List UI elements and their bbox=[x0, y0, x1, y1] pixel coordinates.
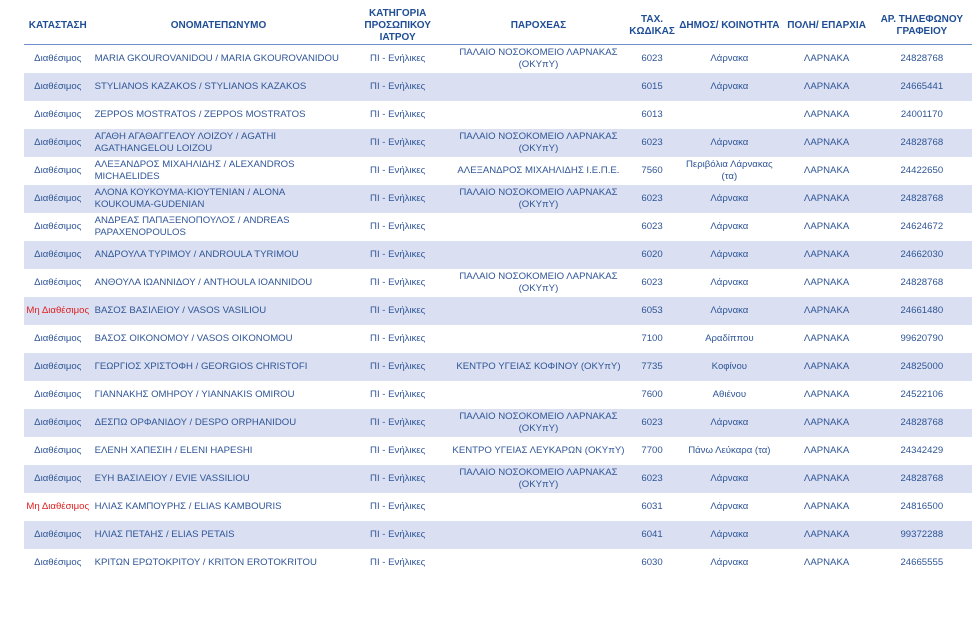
category-cell: ΠΙ - Ενήλικες bbox=[370, 501, 426, 512]
table-body bbox=[24, 45, 972, 578]
municipality-cell: Λάρνακα bbox=[677, 241, 781, 269]
table-row bbox=[24, 157, 972, 185]
status-cell: Διαθέσιμος bbox=[34, 109, 82, 120]
provider-cell: ΚΕΝΤΡΟ ΥΓΕΙΑΣ ΛΕΥΚΑΡΩΝ (ΟΚΥπΥ) bbox=[452, 445, 625, 456]
provider-cell: ΚΕΝΤΡΟ ΥΓΕΙΑΣ ΚΟΦΙΝΟΥ (ΟΚΥπΥ) bbox=[450, 353, 627, 381]
zip-cell: 6015 bbox=[627, 73, 677, 101]
status-cell: Διαθέσιμος bbox=[34, 165, 82, 176]
municipality-cell: Λάρνακα bbox=[710, 557, 749, 568]
category-cell: ΠΙ - Ενήλικες bbox=[370, 333, 426, 344]
category-cell: ΠΙ - Ενήλικες bbox=[345, 73, 449, 101]
provider-cell bbox=[450, 381, 627, 409]
zip-cell: 7100 bbox=[641, 333, 663, 344]
phone-cell: 24828768 bbox=[872, 185, 972, 213]
provider-cell bbox=[450, 325, 627, 353]
zip-cell: 6013 bbox=[641, 109, 663, 120]
phone-cell: 24828768 bbox=[872, 409, 972, 437]
category-cell: ΠΙ - Ενήλικες bbox=[370, 221, 426, 232]
city-cell: ΛΑΡΝΑΚΑ bbox=[782, 73, 872, 101]
doctors-table bbox=[24, 8, 972, 577]
phone-cell: 24522106 bbox=[900, 389, 944, 400]
status-cell: Διαθέσιμος bbox=[34, 221, 82, 232]
phone-cell: 24828768 bbox=[872, 129, 972, 157]
provider-cell bbox=[450, 101, 627, 129]
name-cell: ΑΝΘΟΥΛΑ ΙΩΑΝΝΙΔΟΥ / ANTHOULA IOANNIDOU bbox=[94, 277, 313, 288]
status-cell: Διαθέσιμος bbox=[34, 53, 82, 64]
table-row bbox=[24, 437, 972, 465]
zip-cell: 6030 bbox=[641, 557, 663, 568]
name-cell: ΑΝΔΡΟΥΛΑ ΤΥΡΙΜΟΥ / ANDROULA TYRIMOU bbox=[92, 241, 346, 269]
phone-cell: 24665555 bbox=[900, 557, 944, 568]
zip-cell: 6031 bbox=[641, 501, 663, 512]
phone-cell: 24828768 bbox=[900, 53, 944, 64]
phone-cell: 24828768 bbox=[900, 277, 944, 288]
status-cell: Διαθέσιμος bbox=[24, 129, 92, 157]
status-cell: Διαθέσιμος bbox=[34, 277, 82, 288]
provider-cell: ΠΑΛΑΙΟ ΝΟΣΟΚΟΜΕΙΟ ΛΑΡΝΑΚΑΣ (ΟΚΥπΥ) bbox=[450, 185, 627, 213]
municipality-cell: Πάνω Λεύκαρα (τα) bbox=[688, 445, 771, 456]
status-cell: Διαθέσιμος bbox=[34, 445, 82, 456]
zip-cell: 6023 bbox=[627, 409, 677, 437]
phone-cell: 24828768 bbox=[872, 465, 972, 493]
phone-cell: 24342429 bbox=[900, 445, 944, 456]
table-row bbox=[24, 241, 972, 269]
name-cell: ΗΛΙΑΣ ΚΑΜΠΟΥΡΗΣ / ELIAS KAMBOURIS bbox=[94, 501, 282, 512]
table-row bbox=[24, 101, 972, 129]
name-cell: MARIA GKOUROVANIDOU / MARIA GKOUROVANIDOU bbox=[94, 53, 339, 64]
category-cell: ΠΙ - Ενήλικες bbox=[345, 353, 449, 381]
city-cell: ΛΑΡΝΑΚΑ bbox=[803, 109, 850, 120]
name-cell: ΒΑΣΟΣ ΒΑΣΙΛΕΙΟΥ / VASOS VASILIOU bbox=[92, 297, 346, 325]
provider-cell bbox=[450, 73, 627, 101]
phone-cell: 24662030 bbox=[872, 241, 972, 269]
provider-cell bbox=[450, 213, 627, 241]
zip-cell: 6023 bbox=[641, 53, 663, 64]
category-cell: ΠΙ - Ενήλικες bbox=[370, 557, 426, 568]
phone-cell: 24816500 bbox=[900, 501, 944, 512]
phone-cell: 99620790 bbox=[900, 333, 944, 344]
category-cell: ΠΙ - Ενήλικες bbox=[370, 109, 426, 120]
category-cell: ΠΙ - Ενήλικες bbox=[345, 241, 449, 269]
table-row bbox=[24, 465, 972, 493]
name-cell: ΕΥΗ ΒΑΣΙΛΕΙΟΥ / EVIE VASSILIOU bbox=[92, 465, 346, 493]
city-cell: ΛΑΡΝΑΚΑ bbox=[782, 185, 872, 213]
zip-cell: 6023 bbox=[627, 185, 677, 213]
city-cell: ΛΑΡΝΑΚΑ bbox=[803, 165, 850, 176]
phone-cell: 24001170 bbox=[900, 109, 943, 120]
municipality-cell: Αραδίππου bbox=[705, 333, 754, 344]
name-cell: ΓΙΑΝΝΑΚΗΣ ΟΜΗΡΟΥ / YIANNAKIS OMIROU bbox=[94, 389, 295, 400]
table-row bbox=[24, 129, 972, 157]
city-cell: ΛΑΡΝΑΚΑ bbox=[803, 277, 850, 288]
municipality-cell: Λάρνακα bbox=[677, 185, 781, 213]
zip-cell: 6023 bbox=[627, 129, 677, 157]
header-municipality: ΔΗΜΟΣ/ ΚΟΙΝΟΤΗΤΑ bbox=[677, 8, 781, 45]
table-row bbox=[24, 73, 972, 101]
city-cell: ΛΑΡΝΑΚΑ bbox=[803, 501, 850, 512]
status-cell: Διαθέσιμος bbox=[34, 333, 82, 344]
municipality-cell: Λάρνακα bbox=[677, 465, 781, 493]
phone-cell: 24665441 bbox=[872, 73, 972, 101]
category-cell: ΠΙ - Ενήλικες bbox=[345, 129, 449, 157]
municipality-cell: Λάρνακα bbox=[710, 501, 749, 512]
city-cell: ΛΑΡΝΑΚΑ bbox=[803, 53, 850, 64]
name-cell: ΚΡΙΤΩΝ ΕΡΩΤΟΚΡΙΤΟΥ / KRITON EROTOKRITOU bbox=[94, 557, 317, 568]
phone-cell: 99372288 bbox=[872, 521, 972, 549]
provider-cell: ΠΑΛΑΙΟ ΝΟΣΟΚΟΜΕΙΟ ΛΑΡΝΑΚΑΣ (ΟΚΥπΥ) bbox=[450, 129, 627, 157]
zip-cell: 6020 bbox=[627, 241, 677, 269]
provider-cell bbox=[450, 241, 627, 269]
header-status: ΚΑΤΑΣΤΑΣΗ bbox=[24, 8, 92, 45]
category-cell: ΠΙ - Ενήλικες bbox=[370, 53, 426, 64]
table-row bbox=[24, 409, 972, 437]
header-city: ΠΟΛΗ/ ΕΠΑΡΧΙΑ bbox=[782, 8, 872, 45]
table-row bbox=[24, 45, 972, 74]
table-row bbox=[24, 297, 972, 325]
provider-cell: ΠΑΛΑΙΟ ΝΟΣΟΚΟΜΕΙΟ ΛΑΡΝΑΚΑΣ (ΟΚΥπΥ) bbox=[450, 409, 627, 437]
city-cell: ΛΑΡΝΑΚΑ bbox=[803, 389, 850, 400]
provider-cell: ΠΑΛΑΙΟ ΝΟΣΟΚΟΜΕΙΟ ΛΑΡΝΑΚΑΣ (ΟΚΥπΥ) bbox=[450, 465, 627, 493]
municipality-cell: Κοφίνου bbox=[677, 353, 781, 381]
category-cell: ΠΙ - Ενήλικες bbox=[345, 521, 449, 549]
municipality-cell: Λάρνακα bbox=[677, 409, 781, 437]
provider-cell bbox=[450, 549, 627, 577]
provider-cell: ΑΛΕΞΑΝΔΡΟΣ ΜΙΧΑΗΛΙΔΗΣ Ι.Ε.Π.Ε. bbox=[457, 165, 620, 176]
zip-cell: 7700 bbox=[641, 445, 663, 456]
table-row bbox=[24, 381, 972, 409]
status-cell: Διαθέσιμος bbox=[34, 389, 82, 400]
header-zip: ΤΑΧ. ΚΩΔΙΚΑΣ bbox=[627, 8, 677, 45]
table-row bbox=[24, 213, 972, 241]
category-cell: ΠΙ - Ενήλικες bbox=[345, 465, 449, 493]
provider-cell: ΠΑΛΑΙΟ ΝΟΣΟΚΟΜΕΙΟ ΛΑΡΝΑΚΑΣ (ΟΚΥπΥ) bbox=[459, 271, 618, 294]
provider-cell bbox=[450, 297, 627, 325]
category-cell: ΠΙ - Ενήλικες bbox=[345, 297, 449, 325]
municipality-cell: Λάρνακα bbox=[677, 521, 781, 549]
name-cell: ΑΛΟΝΑ ΚΟΥΚΟΥΜΑ-ΚΙΟΥΤΕΝΙΑΝ / ALONA KOUKOUMA-GUDENIAN bbox=[92, 185, 346, 213]
category-cell: ΠΙ - Ενήλικες bbox=[370, 389, 426, 400]
city-cell: ΛΑΡΝΑΚΑ bbox=[803, 445, 850, 456]
zip-cell: 6023 bbox=[627, 465, 677, 493]
municipality-cell: Λάρνακα bbox=[710, 277, 749, 288]
category-cell: ΠΙ - Ενήλικες bbox=[370, 165, 426, 176]
zip-cell: 6041 bbox=[627, 521, 677, 549]
zip-cell: 7600 bbox=[641, 389, 663, 400]
city-cell: ΛΑΡΝΑΚΑ bbox=[782, 297, 872, 325]
table-row bbox=[24, 269, 972, 297]
name-cell: ΑΛΕΞΑΝΔΡΟΣ ΜΙΧΑΗΛΙΔΗΣ / ALEXANDROS MICHAELIDES bbox=[94, 159, 295, 182]
header-name: ΟΝΟΜΑΤΕΠΩΝΥΜΟ bbox=[92, 8, 346, 45]
status-cell: Διαθέσιμος bbox=[34, 557, 82, 568]
municipality-cell: Λάρνακα bbox=[710, 53, 749, 64]
city-cell: ΛΑΡΝΑΚΑ bbox=[782, 353, 872, 381]
status-cell: Διαθέσιμος bbox=[24, 465, 92, 493]
city-cell: ΛΑΡΝΑΚΑ bbox=[803, 221, 850, 232]
status-cell: Μη Διαθέσιμος bbox=[26, 501, 90, 512]
name-cell: ZEPPOS MOSTRATOS / ZEPPOS MOSTRATOS bbox=[94, 109, 306, 120]
city-cell: ΛΑΡΝΑΚΑ bbox=[782, 521, 872, 549]
municipality-cell: Λάρνακα bbox=[677, 297, 781, 325]
name-cell: ΗΛΙΑΣ ΠΕΤΑΗΣ / ELIAS PETAIS bbox=[92, 521, 346, 549]
name-cell: ΑΓΑΘΗ ΑΓΑΘΑΓΓΕΛΟΥ ΛΟΙΖΟΥ / AGATHI AGATHANGELOU LOIZOU bbox=[92, 129, 346, 157]
zip-cell: 6023 bbox=[641, 221, 663, 232]
city-cell: ΛΑΡΝΑΚΑ bbox=[782, 241, 872, 269]
zip-cell: 6053 bbox=[627, 297, 677, 325]
category-cell: ΠΙ - Ενήλικες bbox=[370, 445, 426, 456]
name-cell: ΓΕΩΡΓΙΟΣ ΧΡΙΣΤΟΦΗ / GEORGIOS CHRISTOFI bbox=[92, 353, 346, 381]
phone-cell: 24661480 bbox=[872, 297, 972, 325]
zip-cell: 6023 bbox=[641, 277, 663, 288]
provider-cell: ΠΑΛΑΙΟ ΝΟΣΟΚΟΜΕΙΟ ΛΑΡΝΑΚΑΣ (ΟΚΥπΥ) bbox=[459, 47, 618, 70]
category-cell: ΠΙ - Ενήλικες bbox=[345, 409, 449, 437]
phone-cell: 24624672 bbox=[900, 221, 944, 232]
provider-cell bbox=[450, 493, 627, 521]
phone-cell: 24825000 bbox=[872, 353, 972, 381]
table-header-row bbox=[24, 8, 972, 45]
municipality-cell: Λάρνακα bbox=[710, 221, 749, 232]
name-cell: ΔΕΣΠΩ ΟΡΦΑΝΙΔΟΥ / DESPO ORPHANIDOU bbox=[92, 409, 346, 437]
city-cell: ΛΑΡΝΑΚΑ bbox=[782, 129, 872, 157]
table-row bbox=[24, 353, 972, 381]
municipality-cell: Λάρνακα bbox=[677, 129, 781, 157]
city-cell: ΛΑΡΝΑΚΑ bbox=[803, 333, 850, 344]
table-row bbox=[24, 325, 972, 353]
table-row bbox=[24, 185, 972, 213]
municipality-cell: Περιβόλια Λάρνακας (τα) bbox=[686, 159, 773, 182]
category-cell: ΠΙ - Ενήλικες bbox=[345, 185, 449, 213]
city-cell: ΛΑΡΝΑΚΑ bbox=[782, 409, 872, 437]
municipality-cell: Αθιένου bbox=[712, 389, 747, 400]
name-cell: ΕΛΕΝΗ ΧΑΠΕΣΙΗ / ELENI HAPESHI bbox=[94, 445, 253, 456]
status-cell: Διαθέσιμος bbox=[24, 185, 92, 213]
city-cell: ΛΑΡΝΑΚΑ bbox=[782, 465, 872, 493]
city-cell: ΛΑΡΝΑΚΑ bbox=[803, 557, 850, 568]
status-cell: Διαθέσιμος bbox=[24, 241, 92, 269]
phone-cell: 24422650 bbox=[900, 165, 944, 176]
table-row bbox=[24, 549, 972, 577]
table-row bbox=[24, 493, 972, 521]
municipality-cell bbox=[677, 101, 781, 129]
name-cell: STYLIANOS KAZAKOS / STYLIANOS KAZAKOS bbox=[92, 73, 346, 101]
table-row bbox=[24, 521, 972, 549]
zip-cell: 7735 bbox=[627, 353, 677, 381]
header-provider: ΠΑΡΟΧΕΑΣ bbox=[450, 8, 627, 45]
zip-cell: 7560 bbox=[641, 165, 663, 176]
header-phone: ΑΡ. ΤΗΛΕΦΩΝΟΥ ΓΡΑΦΕΙΟΥ bbox=[872, 8, 972, 45]
municipality-cell: Λάρνακα bbox=[677, 73, 781, 101]
name-cell: ΒΑΣΟΣ ΟΙΚΟΝΟΜΟΥ / VASOS OIKONOMOU bbox=[94, 333, 293, 344]
provider-cell bbox=[450, 521, 627, 549]
name-cell: ΑΝΔΡΕΑΣ ΠΑΠΑΞΕΝΟΠΟΥΛΟΣ / ANDREAS PAPAXENOPOULOS bbox=[94, 215, 290, 238]
status-cell: Διαθέσιμος bbox=[24, 353, 92, 381]
category-cell: ΠΙ - Ενήλικες bbox=[370, 277, 426, 288]
status-cell: Διαθέσιμος bbox=[24, 73, 92, 101]
status-cell: Διαθέσιμος bbox=[24, 521, 92, 549]
status-cell: Μη Διαθέσιμος bbox=[24, 297, 92, 325]
header-category: ΚΑΤΗΓΟΡΙΑ ΠΡΟΣΩΠΙΚΟΥ ΙΑΤΡΟΥ bbox=[345, 8, 449, 45]
status-cell: Διαθέσιμος bbox=[24, 409, 92, 437]
